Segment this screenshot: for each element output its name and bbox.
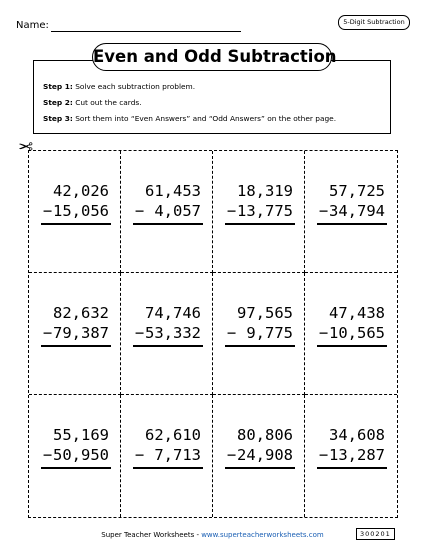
problem-card bbox=[29, 151, 121, 273]
subtraction-problem bbox=[43, 425, 109, 469]
minuend: 57,725 bbox=[329, 182, 385, 200]
problem-card bbox=[121, 395, 213, 517]
step-2 bbox=[43, 98, 336, 114]
answer-line bbox=[41, 223, 111, 225]
subtrahend: 9,775 bbox=[237, 324, 293, 342]
subtrahend: 50,950 bbox=[53, 446, 109, 464]
minus-sign: − bbox=[319, 324, 329, 342]
step-1 bbox=[43, 82, 336, 98]
step-2-text: Cut out the cards. bbox=[72, 98, 142, 107]
subtrahend-row bbox=[319, 201, 385, 221]
subtrahend-row bbox=[135, 201, 201, 221]
cards-grid bbox=[28, 150, 398, 518]
minuend: 42,026 bbox=[53, 182, 109, 200]
subtrahend-row bbox=[319, 445, 385, 465]
minus-sign: − bbox=[135, 324, 145, 342]
problem-card bbox=[305, 395, 397, 517]
step-1-text: Solve each subtraction problem. bbox=[72, 82, 196, 91]
answer-line bbox=[225, 467, 295, 469]
subtrahend-row bbox=[43, 445, 109, 465]
subtrahend: 15,056 bbox=[53, 202, 109, 220]
subtrahend: 53,332 bbox=[145, 324, 201, 342]
problem-card bbox=[29, 273, 121, 395]
answer-line bbox=[133, 223, 203, 225]
minuend: 55,169 bbox=[53, 426, 109, 444]
subtrahend-row bbox=[227, 445, 293, 465]
subtrahend: 13,775 bbox=[237, 202, 293, 220]
minus-sign: − bbox=[319, 446, 329, 464]
subtraction-problem bbox=[319, 425, 385, 469]
footer-brand: Super Teacher Worksheets - bbox=[101, 531, 202, 539]
minus-sign: − bbox=[43, 446, 53, 464]
minus-sign: − bbox=[227, 446, 237, 464]
minuend: 97,565 bbox=[237, 304, 293, 322]
subtraction-problem bbox=[135, 425, 201, 469]
problem-card bbox=[305, 151, 397, 273]
scissors-icon: ✂ bbox=[18, 137, 34, 158]
minus-sign: − bbox=[43, 324, 53, 342]
answer-line bbox=[133, 345, 203, 347]
subtrahend-row bbox=[43, 201, 109, 221]
minus-sign: − bbox=[227, 202, 237, 220]
step-3 bbox=[43, 114, 336, 130]
answer-line bbox=[317, 223, 387, 225]
minus-sign: − bbox=[319, 202, 329, 220]
subtrahend-row bbox=[135, 445, 201, 465]
minus-sign: − bbox=[227, 324, 237, 342]
answer-line bbox=[41, 467, 111, 469]
answer-line bbox=[41, 345, 111, 347]
problem-card bbox=[213, 273, 305, 395]
subtraction-problem bbox=[227, 425, 293, 469]
subtrahend-row bbox=[319, 323, 385, 343]
problem-card bbox=[29, 395, 121, 517]
instructions bbox=[43, 82, 336, 130]
step-3-text: Sort them into “Even Answers” and “Odd Answers” on the other page. bbox=[72, 114, 337, 123]
subtraction-problem bbox=[135, 303, 201, 347]
subtraction-problem bbox=[319, 303, 385, 347]
subtraction-problem bbox=[135, 181, 201, 225]
subtraction-problem bbox=[227, 181, 293, 225]
minus-sign: − bbox=[135, 446, 145, 464]
subtraction-problem bbox=[319, 181, 385, 225]
minuend: 82,632 bbox=[53, 304, 109, 322]
minus-sign: − bbox=[43, 202, 53, 220]
subtrahend: 24,908 bbox=[237, 446, 293, 464]
problem-card bbox=[121, 273, 213, 395]
answer-line bbox=[225, 223, 295, 225]
answer-line bbox=[317, 345, 387, 347]
minuend: 74,746 bbox=[145, 304, 201, 322]
minuend: 18,319 bbox=[237, 182, 293, 200]
problem-card bbox=[305, 273, 397, 395]
minus-sign: − bbox=[135, 202, 145, 220]
subtraction-problem bbox=[227, 303, 293, 347]
subtrahend-row bbox=[227, 201, 293, 221]
subtrahend: 7,713 bbox=[145, 446, 201, 464]
footer-link[interactable]: www.superteacherworksheets.com bbox=[201, 531, 324, 539]
minuend: 62,610 bbox=[145, 426, 201, 444]
subtrahend: 79,387 bbox=[53, 324, 109, 342]
minuend: 80,806 bbox=[237, 426, 293, 444]
minuend: 47,438 bbox=[329, 304, 385, 322]
subtrahend: 13,287 bbox=[329, 446, 385, 464]
name-field-line bbox=[51, 31, 241, 32]
step-3-label: Step 3: bbox=[43, 114, 73, 123]
subtrahend: 4,057 bbox=[145, 202, 201, 220]
subtrahend: 34,794 bbox=[329, 202, 385, 220]
step-1-label: Step 1: bbox=[43, 82, 73, 91]
problem-card bbox=[213, 151, 305, 273]
subtrahend-row bbox=[227, 323, 293, 343]
subtraction-problem bbox=[43, 303, 109, 347]
minuend: 61,453 bbox=[145, 182, 201, 200]
answer-line bbox=[133, 467, 203, 469]
subtrahend-row bbox=[43, 323, 109, 343]
answer-line bbox=[225, 345, 295, 347]
subtraction-problem bbox=[43, 181, 109, 225]
worksheet-topic-badge: 5-Digit Subtraction bbox=[338, 15, 410, 30]
minuend: 34,608 bbox=[329, 426, 385, 444]
step-2-label: Step 2: bbox=[43, 98, 73, 107]
worksheet-code: 300201 bbox=[356, 528, 395, 540]
answer-line bbox=[317, 467, 387, 469]
page-title: Even and Odd Subtraction bbox=[92, 43, 332, 71]
subtrahend: 10,565 bbox=[329, 324, 385, 342]
name-label: Name: bbox=[16, 20, 49, 31]
problem-card bbox=[213, 395, 305, 517]
subtrahend-row bbox=[135, 323, 201, 343]
problem-card bbox=[121, 151, 213, 273]
